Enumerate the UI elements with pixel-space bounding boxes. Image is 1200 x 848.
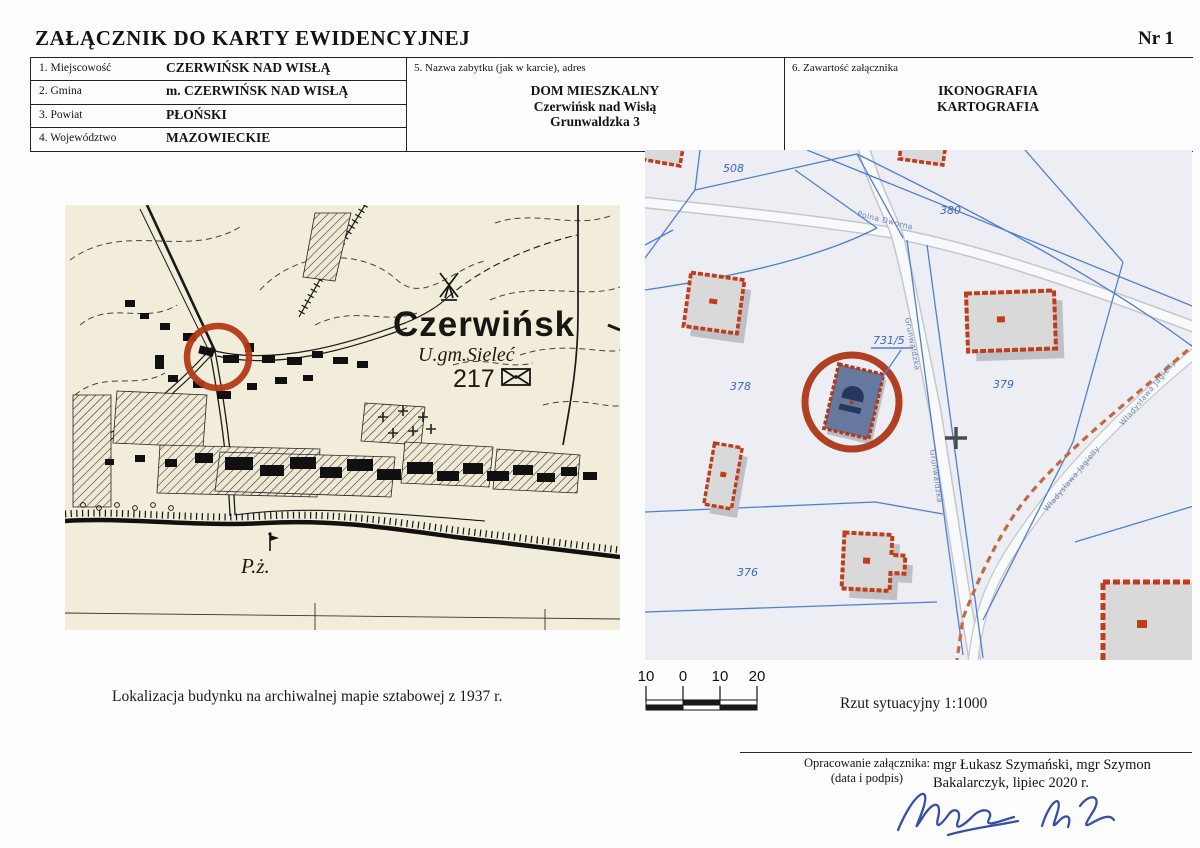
street-jagiello-2: Władysława Jagiełły bbox=[1041, 444, 1102, 514]
town-label: Czerwińsk bbox=[393, 305, 576, 344]
historic-map-caption: Lokalizacja budynku na archiwalnej mapie sztabowej z 1937 r. bbox=[112, 688, 503, 705]
scale-label-0: 10 bbox=[637, 668, 655, 685]
historic-map bbox=[65, 205, 620, 630]
field-value: PŁOŃSKI bbox=[166, 106, 227, 122]
cadastral-map-caption: Rzut sytuacyjny 1:1000 bbox=[840, 695, 988, 712]
building-bottom-right bbox=[1103, 582, 1192, 660]
signatures bbox=[890, 778, 1130, 846]
scale-bar-graphic bbox=[638, 686, 783, 716]
footer-divider bbox=[740, 752, 1192, 753]
contents-line-2: KARTOGRAFIA bbox=[936, 98, 1040, 114]
elevation-label: 217 bbox=[453, 365, 495, 393]
monument-address: Grunwaldzka 3 bbox=[550, 114, 640, 129]
field-wojewodztwo bbox=[31, 128, 406, 150]
cadastral-map bbox=[645, 150, 1192, 660]
street-grunwaldzka-2: Grunwaldzka bbox=[928, 449, 945, 504]
street-polna: Polna Dworna bbox=[856, 209, 914, 232]
monument-name: DOM MIESZKALNY bbox=[530, 83, 660, 98]
field-label: 2. Gmina bbox=[39, 85, 82, 98]
commune-label: U.gm.Sieleć bbox=[418, 344, 515, 366]
parcel-378: 378 bbox=[730, 380, 751, 393]
historic-map-image bbox=[65, 205, 620, 630]
contents-line-1: IKONOGRAFIA bbox=[938, 83, 1038, 98]
field-label: 1. Miejscowość bbox=[39, 62, 112, 74]
street-jagiello-1: Władysława Jagiełły bbox=[1117, 358, 1178, 428]
field-value: CZERWIŃSK NAD WISŁĄ bbox=[166, 60, 331, 75]
prepared-sublabel: (data i podpis) bbox=[830, 770, 904, 785]
authors-line-2: Bakalarczyk, lipiec 2020 r. bbox=[933, 774, 1089, 791]
monument-town: Czerwińsk nad Wisłą bbox=[533, 98, 657, 114]
parcel-379: 379 bbox=[993, 378, 1014, 391]
field-value: m. CZERWIŃSK NAD WISŁĄ bbox=[166, 83, 349, 99]
field-label: 4. Województwo bbox=[39, 131, 117, 144]
scale-label-3: 20 bbox=[748, 668, 766, 685]
field-contents bbox=[784, 58, 1192, 151]
parcel-508: 508 bbox=[723, 162, 744, 175]
page-title: ZAŁĄCZNIK DO KARTY EWIDENCYJNEJ bbox=[35, 26, 471, 50]
signature-1 bbox=[898, 794, 1018, 835]
ferry-label: P.ż. bbox=[241, 554, 270, 578]
building-mark bbox=[1137, 620, 1147, 628]
signature-2 bbox=[1042, 797, 1114, 827]
scale-label-1: 0 bbox=[678, 668, 688, 685]
scale-bar bbox=[638, 668, 783, 716]
field-label: 5. Nazwa zabytku (jak w karcie), adres bbox=[414, 62, 586, 74]
record-table bbox=[30, 57, 1193, 152]
page-number: Nr 1 bbox=[1138, 28, 1175, 49]
parcel-731-5: 731/5 bbox=[873, 334, 905, 347]
field-powiat bbox=[31, 105, 406, 128]
field-gmina bbox=[31, 81, 406, 104]
field-value: MAZOWIECKIE bbox=[166, 129, 271, 145]
cadastral-map-image bbox=[645, 150, 1192, 660]
parcel-380: 380 bbox=[940, 204, 961, 217]
scale-label-2: 10 bbox=[711, 668, 729, 685]
field-label: 6. Zawartość załącznika bbox=[792, 62, 898, 74]
field-miejscowosc bbox=[31, 58, 406, 81]
authors-line-1: mgr Łukasz Szymański, mgr Szymon bbox=[933, 757, 1151, 773]
street-grunwaldzka-1: Grunwaldzka bbox=[903, 316, 923, 372]
field-label: 3. Powiat bbox=[39, 108, 83, 121]
field-monument bbox=[406, 58, 785, 151]
location-fields bbox=[31, 58, 407, 151]
prepared-label: Opracowanie załącznika: bbox=[804, 756, 930, 770]
parcel-376: 376 bbox=[737, 566, 758, 579]
